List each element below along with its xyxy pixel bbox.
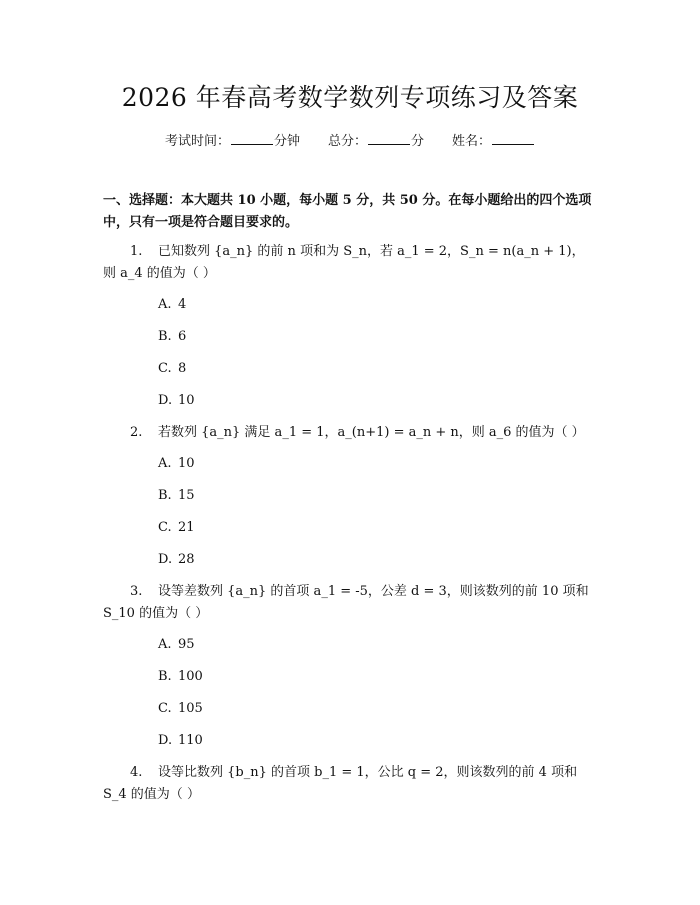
score-label: 总分： <box>327 134 367 149</box>
question-2-option-d: D. 28 <box>158 552 195 567</box>
question-2 <box>103 422 593 444</box>
question-1-option-b: B. 6 <box>158 329 187 344</box>
question-number: 3. <box>130 584 143 599</box>
question-1-option-a: A. 4 <box>158 297 187 312</box>
time-blank <box>231 132 273 145</box>
question-1 <box>103 241 593 285</box>
score-unit: 分 <box>411 134 425 149</box>
question-2-option-c: C. 21 <box>158 520 195 535</box>
question-1-option-c: C. 8 <box>158 361 187 376</box>
question-text: 已知数列 {a_n} 的前 n 项和为 S_n，若 a_1 = 2，S_n = n(a_n + 1)，则 a_4 的值为（ ） <box>103 244 585 281</box>
question-3-option-b: B. 100 <box>158 669 203 684</box>
question-3 <box>103 581 593 625</box>
name-label: 姓名： <box>452 134 492 149</box>
time-unit: 分钟 <box>273 134 300 149</box>
time-label: 考试时间： <box>164 134 230 149</box>
question-3-option-a: A. 95 <box>158 637 195 652</box>
question-number: 2. <box>130 425 143 440</box>
name-blank <box>492 132 534 145</box>
score-blank <box>368 132 410 145</box>
question-2-option-b: B. 15 <box>158 488 195 503</box>
question-text: 设等差数列 {a_n} 的首项 a_1 = -5，公差 d = 3，则该数列的前 10 项和 S_10 的值为（ ） <box>103 584 589 621</box>
question-4 <box>103 762 593 806</box>
question-text: 若数列 {a_n} 满足 a_1 = 1，a_(n+1) = a_n + n，则 a_6 的值为（ ） <box>158 425 585 440</box>
question-3-option-c: C. 105 <box>158 701 203 716</box>
exam-info-line <box>0 132 700 151</box>
question-number: 1. <box>130 244 143 259</box>
question-1-option-d: D. 10 <box>158 393 195 408</box>
question-2-option-a: A. 10 <box>158 456 195 471</box>
question-text: 设等比数列 {b_n} 的首项 b_1 = 1，公比 q = 2，则该数列的前 4 项和 S_4 的值为（ ） <box>103 765 578 802</box>
question-number: 4. <box>130 765 143 780</box>
page-title: 2026 年春高考数学数列专项练习及答案 <box>121 83 579 112</box>
question-3-option-d: D. 110 <box>158 733 203 748</box>
section-heading: 一、选择题：本大题共 10 小题，每小题 5 分，共 50 分。在每小题给出的四个选项中，只有一项是符合题目要求的。 <box>103 193 592 230</box>
